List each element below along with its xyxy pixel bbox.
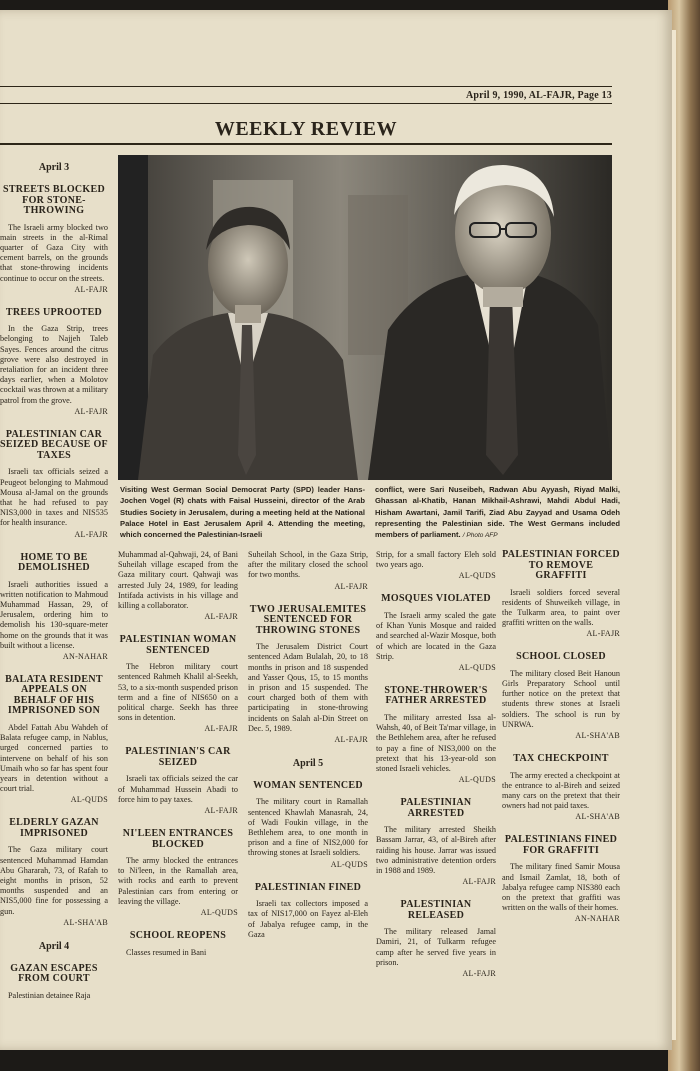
article-body: The Gaza military court sentenced Muhammad Hamdan Abu Ghararah, 73, of Rafah to eight months in prison, 52 months suspended and an NIS5,000 fine for possessing a gun. xyxy=(0,845,108,916)
headline-school-closed: SCHOOL CLOSED xyxy=(516,651,606,663)
article-source: AL-FAJR xyxy=(586,629,620,639)
photo-caption xyxy=(120,484,620,541)
caption-left: Visiting West German Social Democrat Party (SPD) leader Hans-Jochen Vogel (R) chats with Faisal Husseini, director of the Arab Studies Society in Jerusalem, during a meeting held at the National Palace Hotel in East Jerusalem April 4. Attending the meeting, which concerned the Palestinian-Israeli xyxy=(120,485,365,540)
column-3 xyxy=(248,550,368,940)
column-4 xyxy=(376,550,496,992)
headline-tax-checkpoint: TAX CHECKPOINT xyxy=(513,753,609,765)
article-source: AL-FAJR xyxy=(462,968,496,978)
headline-balata-resident: BALATA RESIDENT APPEALS ON BEHALF OF HIS IMPRISONED SON xyxy=(5,673,103,717)
article-body: Palestinian detainee Raja xyxy=(8,990,91,1000)
article-body: The Jerusalem District Court sentenced Adam Bulalah, 20, to 18 months in prison and 18 suspended and Yasser Qous, 15, to 15 months in prison and 15 suspended. The court charged both of them with participating in stone-throwing incidents on Salah al-Din Street on Dec. 5, 1989. xyxy=(248,642,368,733)
article-body: Classes resumed in Bani xyxy=(126,947,207,957)
article-body: Israeli authorities issued a written notification to Mahmoud Muhammad Hassan, 29, of Jerusalem, ordering him to demolish his 130-square-meter home on the grounds that it was built without a license. xyxy=(0,579,108,650)
header-rule-bottom xyxy=(0,103,612,104)
date-april-4: April 4 xyxy=(38,940,70,952)
article-source: AL-QUDS xyxy=(458,571,496,581)
article-body: The military closed Beit Hanoun Girls Preparatory School until further notice on the pretext that students threw stones at Israeli soldiers. The school is run by UNRWA. xyxy=(502,668,620,729)
headline-father-arrested: STONE-THROWER'S FATHER ARRESTED xyxy=(384,684,488,707)
article-body: The military fined Samir Mousa and Ismail Zamlat, 18, both of Jabalya refugee camp NIS380 each on the pretext that graffiti was written on the walls of their homes. xyxy=(502,862,620,913)
headline-two-jerusalemites: TWO JERUSALEMITES SENTENCED FOR THROWING STONES xyxy=(249,603,367,636)
article-body: Strip, for a small factory Eleh sold two years ago. xyxy=(376,550,496,570)
article-body: Israeli tax officials seized the car of Muhammad Hussein Abadi to force him to pay taxes. xyxy=(118,774,238,804)
article-source: AL-SHA'AB xyxy=(575,812,620,822)
article-source: AL-QUDS xyxy=(458,662,496,672)
article-body: The military arrested Issa al-Wahsh, 40, of Beit Ta'mar village, in the Bethlehem area, after he refused to pay a fine of NIS3,000 on the pretext that his 13-year-old son stoned Israeli vehicles. xyxy=(376,712,496,773)
column-1 xyxy=(0,162,108,1001)
column-2 xyxy=(118,550,238,958)
article-body: In the Gaza Strip, trees belonging to Najjeh Taleb Sayes. Fences around the citrus grove were also destroyed in retaliation for an incident three days earlier, when a Molotov cocktail was thrown at a military patrol from the grove. xyxy=(0,324,108,405)
newspaper-page xyxy=(0,10,672,1050)
article-source: AL-FAJR xyxy=(204,806,238,816)
article-body: Muhammad al-Qahwaji, 24, of Bani Suheilah village escaped from the Gaza military court. Qahwaji was arrested July 24, 1989, for leading Intifada activists in his village and killing a collaborator. xyxy=(118,550,238,611)
article-source: AL-FAJR xyxy=(462,877,496,887)
photo-credit: / Photo AFP xyxy=(462,532,498,540)
article-body: Abdel Fattah Abu Wahdeh of Balata refugee camp, in Nablus, urged concerned parties to intervene on behalf of his son Umaih who so far has spent four years in detention without a court trial. xyxy=(0,722,108,794)
article-body: Israeli soldiers forced several residents of Shuweikeh village, in the Tulkarm area, to paint over graffiti written on the walls. xyxy=(502,587,620,628)
article-source: AL-FAJR xyxy=(204,612,238,622)
article-body: The Hebron military court sentenced Rahmeh Khalil al-Seekh, 53, to a six-month suspended prison term and a fine of NIS650 on a political charge. Seekh has three sons in detention. xyxy=(118,662,238,723)
article-body: The military released Jamal Damiri, 21, of Tulkarm refugee camp after he served five years in prison. xyxy=(376,927,496,967)
headline-remove-graffiti: PALESTINIAN FORCED TO REMOVE GRAFFITI xyxy=(502,549,620,581)
headline-palestinian-released: PALESTINIAN RELEASED xyxy=(400,899,472,921)
news-photo xyxy=(118,155,612,480)
headline-palestinian-fined: PALESTINIAN FINED xyxy=(254,881,362,893)
headline-mosques-violated: MOSQUES VIOLATED xyxy=(381,593,491,605)
headline-nileen-blocked: NI'LEEN ENTRANCES BLOCKED xyxy=(122,828,234,850)
date-april-5: April 5 xyxy=(292,757,324,769)
article-source: AL-QUDS xyxy=(70,795,108,805)
article-source: AL-SHA'AB xyxy=(63,917,108,927)
caption-right-text: conflict, were Sari Nuseibeh, Radwan Abu Ayyash, Riyad Malki, Ghassan al-Khatib, Hanan Mikhail-Ashrawi, Mahdi Abdul Hadi, Hisham Awartani, Jamil Tarifi, Ziad Abu Zayyad and Usama Odeh representing the Palestinian side. The West Germans included members of parliament. xyxy=(375,485,620,540)
article-source: AN-NAHAR xyxy=(574,914,620,924)
date-april-3: April 3 xyxy=(38,162,70,173)
article-source: AL-FAJR xyxy=(74,529,108,539)
header-rule-top xyxy=(0,86,612,87)
article-body: Israeli tax collectors imposed a tax of NIS17,000 on Fayez al-Eleh of Jabalya refugee camp, in the Gaza xyxy=(248,899,368,939)
article-body: The military arrested Sheikh Bassam Jarrar, 43, of al-Bireh after raiding his house. Jarrar was issued two administrative detention orders in 1988 and 1989. xyxy=(376,825,496,875)
photo-image xyxy=(118,155,612,480)
headline-streets-blocked: STREETS BLOCKED FOR STONE-THROWING xyxy=(2,184,106,216)
column-5 xyxy=(502,550,620,937)
article-source: AL-FAJR xyxy=(204,724,238,734)
article-source: AL-FAJR xyxy=(74,284,108,294)
article-source: AL-FAJR xyxy=(334,734,368,744)
headline-palestinian-arrested: PALESTINIAN ARRESTED xyxy=(400,797,472,819)
article-source: AL-QUDS xyxy=(330,859,368,869)
headline-elderly-gazan: ELDERLY GAZAN IMPRISONED xyxy=(9,817,99,839)
article-body: The Israeli army scaled the gate of Khan Yunis Mosque and raided and searched al-Wazir Mosque, both of which are located in the Gaza Strip. xyxy=(376,610,496,661)
article-body: The army erected a checkpoint at the entrance to al-Bireh and seized many cars on the pretext that their owners had not paid taxes. xyxy=(502,770,620,811)
article-body: The Israeli army blocked two main streets in the al-Rimal quarter of Gaza City with cement barrels, on the grounds that stone-throwing incidents continue to occur on the streets. xyxy=(0,222,108,283)
headline-trees-uprooted: TREES UPROOTED xyxy=(5,306,103,318)
caption-right xyxy=(375,484,620,541)
headline-school-reopens: SCHOOL REOPENS xyxy=(129,930,227,942)
article-source: AL-SHA'AB xyxy=(575,731,620,741)
headline-car-seized-taxes: PALESTINIAN CAR SEIZED BECAUSE OF TAXES xyxy=(0,428,108,461)
page-edge xyxy=(672,30,676,1040)
title-rule xyxy=(0,143,612,145)
article-source: AN-NAHAR xyxy=(62,651,108,661)
article-source: AL-QUDS xyxy=(458,775,496,785)
page-header-line: April 9, 1990, AL-FAJR, Page 13 xyxy=(465,90,612,101)
article-body: The military court in Ramallah sentenced Khawlah Manasrah, 24, of Wadi Foukin village, in the Bethlehem area, to one month in prison and a fine of NIS2,000 for throwing stones at Israeli soldiers. xyxy=(248,797,368,858)
section-title: WEEKLY REVIEW xyxy=(214,118,398,140)
headline-woman-sentenced-2: WOMAN SENTENCED xyxy=(253,779,363,791)
headline-gazan-escapes: GAZAN ESCAPES FROM COURT xyxy=(10,962,98,985)
headline-woman-sentenced: PALESTINIAN WOMAN SENTENCED xyxy=(119,634,237,656)
article-source: AL-QUDS xyxy=(200,908,238,918)
article-body: The army blocked the entrances to Ni'leen, in the Ramallah area, with rocks and earth to prevent Palestinian cars from entering or leaving the village. xyxy=(118,856,238,906)
article-body: Israeli tax officials seized a Peugeot belonging to Mahmoud Mousa al-Jamal on the grounds that he had refused to pay NIS3,000 in taxes and NIS535 for health insurance. xyxy=(0,467,108,528)
article-source: AL-FAJR xyxy=(74,406,108,416)
headline-car-seized: PALESTINIAN'S CAR SEIZED xyxy=(125,746,231,768)
article-body: Suheilah School, in the Gaza Strip, after the military closed the school for two months. xyxy=(248,550,368,580)
headline-fined-graffiti: PALESTINIANS FINED FOR GRAFFITI xyxy=(504,834,618,856)
headline-home-demolished: HOME TO BE DEMOLISHED xyxy=(18,551,90,574)
article-source: AL-FAJR xyxy=(334,581,368,591)
